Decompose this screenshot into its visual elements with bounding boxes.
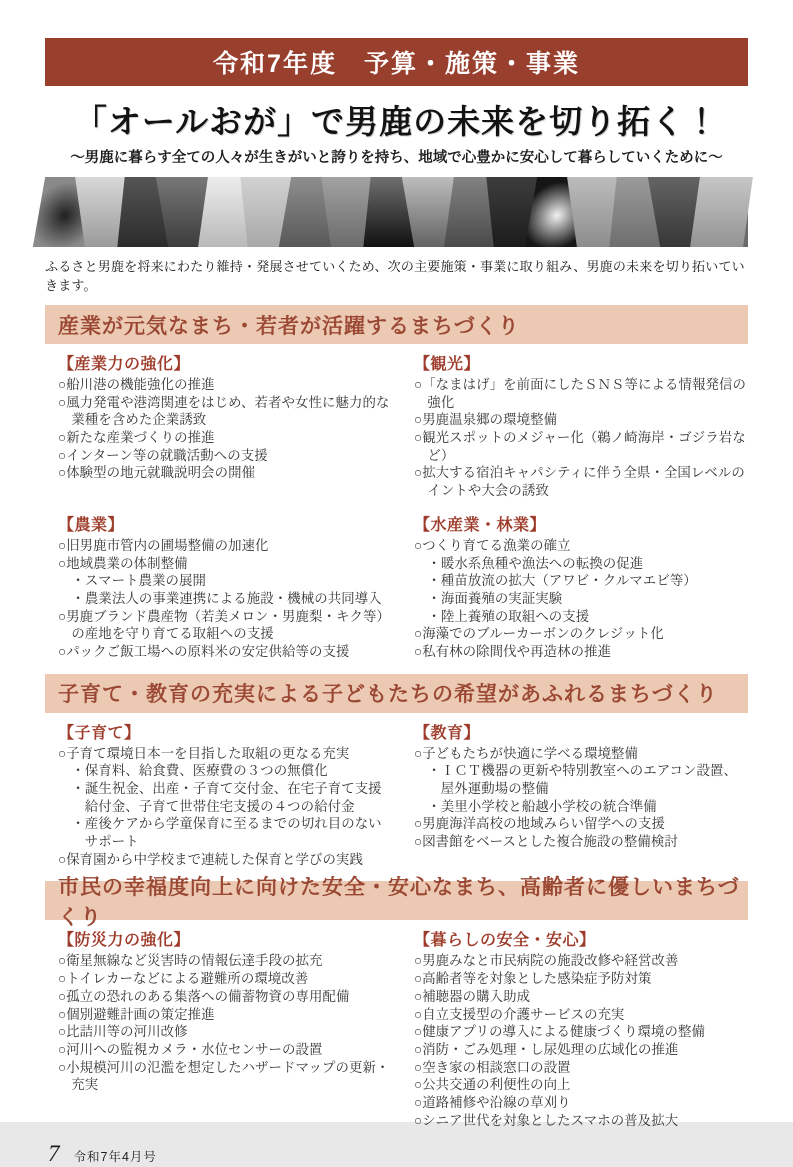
photo-tile [690,177,753,247]
policy-item: ○比詰川等の河川改修 [58,1024,188,1040]
policy-item: ・スマート農業の展開 [71,573,207,589]
policy-item: ・産後ケアから学童保育に至るまでの切れ目のないサポート [71,816,382,850]
policy-item: ○新たな産業づくりの推進 [58,430,215,446]
section [45,875,748,1131]
policy-item: ○男鹿ブランド農産物（若美メロン・男鹿梨・キク等）の産地を守り育てる取組への支援 [58,608,390,642]
policy-item: ○地域農業の体制整備 [58,555,188,571]
policy-item: ・陸上養殖の取組への支援 [427,608,590,624]
issue-label: 令和7年4月号 [73,1150,157,1165]
policy-item: ○子どもたちが快適に学べる環境整備 [414,745,639,761]
policy-block [58,512,392,661]
policy-item: ○旧男鹿市管内の圃場整備の加速化 [58,537,269,553]
policy-item: ・海面養殖の実証実験 [427,590,563,606]
category-heading: 【農業】 [58,516,125,534]
policy-block [58,720,392,869]
policy-item: ・保育料、給食費、医療費の３つの無償化 [71,763,328,779]
policy-item: ○消防・ごみ処理・し尿処理の広域化の推進 [414,1041,679,1057]
policy-item: ○つくり育てる漁業の確立 [414,537,571,553]
policy-block [414,720,748,869]
section-columns [45,344,748,663]
section-columns [45,713,748,871]
photo-montage-strip [45,177,748,247]
intro-text: ふるさと男鹿を将来にわたり維持・発展させていくため、次の主要施策・事業に取り組み、男鹿の未来を切り拓いていきます。 [45,259,745,293]
policy-item: ○補聴器の購入助成 [414,988,531,1004]
policy-block [58,351,392,500]
category-heading: 【教育】 [414,724,481,742]
category-heading: 【観光】 [414,356,481,373]
policy-block [414,351,748,500]
category-heading: 【産業力の強化】 [58,356,191,373]
category-heading: 【子育て】 [58,724,141,742]
policy-item: ○健康アプリの導入による健康づくり環境の整備 [414,1024,705,1040]
policy-item: ・美里小学校と船越小学校の統合準備 [427,798,657,814]
policy-item: ○高齢者等を対象とした感染症予防対策 [414,971,652,987]
policy-block [58,927,392,1129]
policy-item: ○個別避難計画の策定推進 [58,1006,215,1022]
policy-item: ○体験型の地元就職説明会の開催 [58,465,256,481]
policy-item: ○道路補修や沿線の草刈り [414,1094,571,1110]
section-columns [45,920,748,1131]
header-banner: 令和7年度 予算・施策・事業 [45,38,748,86]
policy-item: ・ＩＣＴ機器の更新や特別教室へのエアコン設置、屋外運動場の整備 [427,763,738,796]
category-heading: 【水産業・林業】 [414,516,547,534]
policy-item: ○観光スポットのメジャー化（鵜ノ崎海岸・ゴジラ岩など） [414,430,746,463]
policy-item: ・種苗放流の拡大（アワビ・クルマエビ等） [427,573,697,589]
section-title-bar: 子育て・教育の充実による子どもたちの希望があふれるまちづくり [45,674,748,713]
section-title-bar: 市民の幸福度向上に向けた安全・安心なまち、高齢者に優しいまちづくり [45,881,748,920]
policy-item: ・誕生祝金、出産・子育て交付金、在宅子育て支援給付金、子育て世帯住宅支援の４つの給付金 [71,781,382,814]
category-heading: 【暮らしの安全・安心】 [414,932,596,950]
policy-item: ○海藻でのブルーカーボンのクレジット化 [414,626,664,642]
policy-item: ○公共交通の利便性の向上 [414,1077,571,1093]
policy-item: ・暖水系魚種や漁法への転換の促進 [427,555,644,571]
policy-item: ○拡大する宿泊キャパシティに伴う全県・全国レベルのイントや大会の誘致 [414,465,745,499]
page-number: 7 [48,1141,60,1167]
section-title-bar: 産業が元気なまち・若者が活躍するまちづくり [45,305,748,344]
policy-item: ○男鹿温泉郷の環境整備 [414,412,558,428]
policy-item: ○衛星無線など災害時の情報伝達手段の拡充 [58,953,323,969]
section [45,674,748,871]
policy-item: ○図書館をベースとした複合施設の整備検討 [414,834,678,850]
policy-item: ○風力発電や港湾関連をはじめ、若者や女性に魅力的な業種を含めた企業誘致 [58,394,390,428]
policy-item: ○男鹿みなと市民病院の施設改修や経営改善 [414,953,679,969]
policy-item: ○「なまはげ」を前面にしたＳＮＳ等による情報発信の強化 [414,377,746,410]
policy-item: ○小規模河川の氾濫を想定したハザードマップの更新・充実 [58,1059,390,1093]
policy-item: ○子育て環境日本一を目指した取組の更なる充実 [58,745,350,761]
policy-sections [45,305,748,1131]
policy-item: ○孤立の恐れのある集落への備蓄物資の専用配備 [58,988,350,1004]
category-heading: 【防災力の強化】 [58,932,191,950]
page-title: 「オールおが」で男鹿の未来を切り拓く！ [73,103,720,140]
policy-item: ○保育園から中学校まで連続した保育と学びの実践 [58,851,363,867]
section [45,305,748,663]
policy-item: ○私有林の除間伐や再造林の推進 [414,643,612,659]
policy-item: ○自立支援型の介護サービスの充実 [414,1006,625,1022]
policy-block [414,512,748,661]
policy-item: ○パックご飯工場への原料米の安定供給等の支援 [58,643,350,659]
page-subtitle: ～男鹿に暮らす全ての人々が生きがいと誇りを持ち、地域で心豊かに安心して暮らしていくために～ [70,150,723,166]
policy-item: ○男鹿海洋高校の地域みらい留学への支援 [414,816,666,832]
policy-item: ・農業法人の事業連携による施設・機械の共同導入 [71,590,382,606]
policy-block [414,927,748,1129]
page-footer [45,1141,748,1167]
policy-item: ○船川港の機能強化の推進 [58,377,215,392]
policy-item: ○河川への監視カメラ・水位センサーの設置 [58,1041,323,1057]
policy-item: ○インターン等の就職活動への支援 [58,447,268,463]
policy-item: ○トイレカーなどによる避難所の環境改善 [58,971,309,987]
policy-item: ○空き家の相談窓口の設置 [414,1059,571,1075]
policy-item: ○シニア世代を対象としたスマホの普及拡大 [414,1112,679,1128]
